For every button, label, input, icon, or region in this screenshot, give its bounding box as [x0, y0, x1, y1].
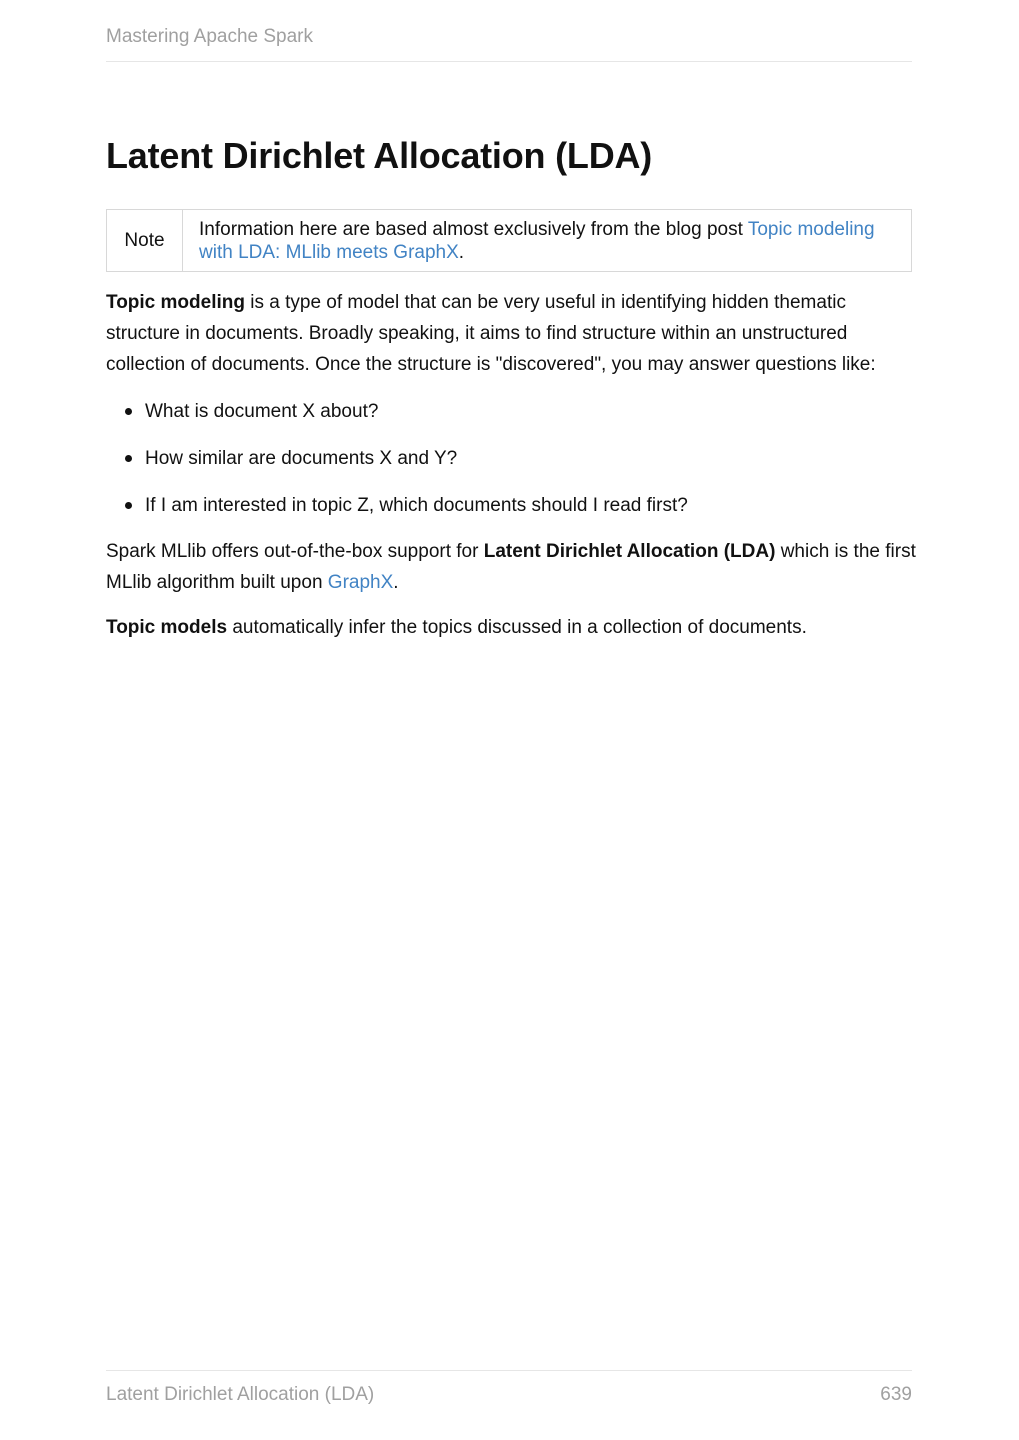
bullet-icon	[125, 455, 132, 462]
mllib-text-middle: which is the first MLlib algorithm built upon	[106, 541, 916, 593]
mllib-paragraph	[106, 536, 916, 598]
list-item-text: If I am interested in topic Z, which documents should I read first?	[145, 495, 688, 516]
list-item	[106, 443, 912, 490]
page-number: 639	[880, 1384, 912, 1405]
list-item-text: How similar are documents X and Y?	[145, 448, 458, 469]
blog-post-link[interactable]: Topic modeling with LDA: MLlib meets GraphX	[199, 219, 875, 263]
list-item-text: What is document X about?	[145, 401, 379, 422]
question-list	[106, 396, 912, 537]
graphx-link[interactable]: GraphX	[327, 572, 394, 593]
note-text: Information here are based almost exclusively from the blog post	[199, 219, 748, 240]
mllib-text-end: .	[393, 572, 399, 593]
topic-models-text: automatically infer the topics discussed in a collection of documents.	[227, 617, 807, 638]
running-footer	[106, 1370, 912, 1411]
topic-models-term: Topic models	[106, 617, 228, 638]
note-box	[106, 209, 912, 272]
bullet-icon	[125, 408, 132, 415]
book-title: Mastering Apache Spark	[106, 26, 314, 47]
topic-models-paragraph	[106, 612, 916, 643]
intro-paragraph	[106, 287, 916, 380]
note-text-end: .	[458, 242, 465, 263]
list-item	[106, 396, 912, 443]
bullet-icon	[125, 502, 132, 509]
intro-paragraph-text: is a type of model that can be very useful in identifying hidden thematic structure in documents. Broadly speaking, it aims to find structure within an unstructured collection of documents. Once the structure is "discovered", you may answer questions like:	[106, 292, 876, 375]
footer-chapter-title: Latent Dirichlet Allocation (LDA)	[106, 1384, 375, 1405]
mllib-text-start: Spark MLlib offers out-of-the-box support for	[106, 541, 484, 562]
topic-modeling-term: Topic modeling	[106, 292, 245, 313]
running-header	[106, 24, 912, 62]
note-label: Note	[107, 210, 183, 271]
page-title: Latent Dirichlet Allocation (LDA)	[106, 135, 653, 176]
lda-term: Latent Dirichlet Allocation (LDA)	[483, 541, 776, 562]
list-item	[106, 490, 912, 537]
note-content	[183, 210, 911, 271]
